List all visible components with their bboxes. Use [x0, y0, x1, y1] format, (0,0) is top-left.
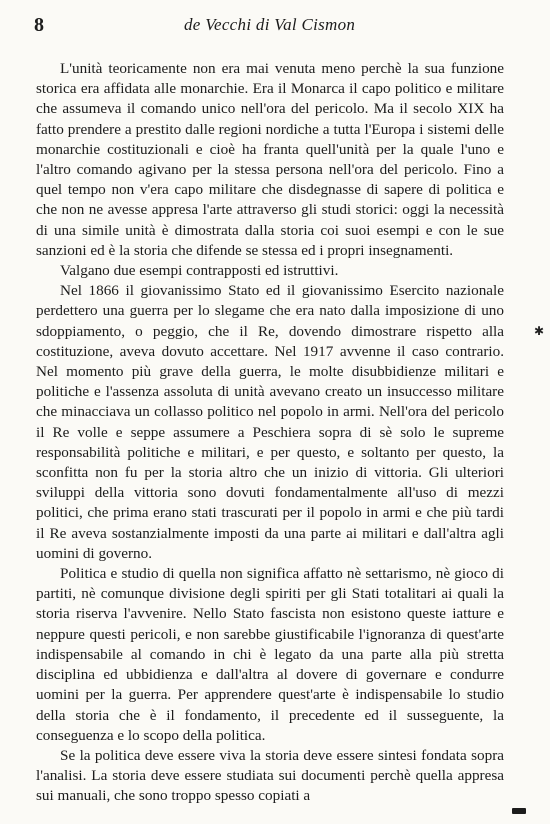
paragraph-due-esempi: Valgano due esempi contrapposti ed istruttivi. [60, 262, 339, 280]
running-title: de Vecchi di Val Cismon [184, 15, 356, 34]
running-header [34, 12, 510, 38]
paragraph-unita-monarchie: L'unità teoricamente non era mai venuta meno perchè la sua funzione storica era affidata alle monarchie. Era il Monarca il capo politico e militare che assumeva il comando unico nell'ora del pericolo. Ma il secolo XIX ha fatto prendere a prestito dalle regioni nordiche a tutta l'Europa i sistemi delle monarchie costituzionali e cioè ha franta quell'unità per la quale l'uno e l'altro comando agivano per la stessa persona nell'ora del pericolo. Fino a quel tempo non v'era capo militare che disdegnasse di sapere di politica e che non ne avesse appresa l'arte attraverso gli studi storici: oggi la necessità di una simile unità è dimostrata dalla storia coi suoi esempi e con le sue sanzioni ed è la storia che difende se stessa ed i propri insegnamenti. [36, 60, 504, 259]
body-text [36, 59, 504, 807]
paragraph-storia-sintesi: Se la politica deve essere viva la storia deve essere sintesi fondata sopra l'analisi. La storia deve essere studiata sui documenti perchè quella appresa sui manuali, che sono troppo spesso copiati a [36, 746, 504, 805]
margin-asterisk-mark: ✱ [534, 324, 545, 338]
paragraph-1866-1917: Nel 1866 il giovanissimo Stato ed il giovanissimo Esercito nazionale perdettero una guerra per lo slegame che era nato dalla imposizione di uno sdoppiamento, o peggio, che il Re, dovendo dimostrare rispetto alla costituzione, aveva dovuto accettare. Nel 1917 avvenne il caso contrario. Nel momento più grave della guerra, le molte disubbidienze militari e politiche e l'assenza assoluta di unità avevano creato un insuccesso militare che minacciava un collasso politico nel popolo in armi. Nell'ora del pericolo il Re volle e seppe assumere a Peschiera sopra di sè solo le supreme responsabilità politiche e militari, e per questo, e soltanto per questo, la sconfitta non fu per la storia altro che un inizio di vittoria. Gli ulteriori sviluppi della vittoria sono dovuti fondamentalmente all'uso di mezzi politici, che prima erano stati trascurati per il popolo in armi e che più tardi il Re aveva sostanzialmente imposti da una parte ai militari e dall'altra agli uomini di governo. [36, 282, 504, 562]
scan-artifact [512, 808, 526, 814]
page-number: 8 [34, 14, 44, 36]
paragraph-politica-studio: Politica e studio di quella non significa affatto nè settarismo, nè gioco di partiti, nè comunque divisione degli spiriti per gli Stati totalitari ai quali la storia riserva l'avvenire. Nello Stato fascista non esistono queste iatture e neppure questi pericoli, e non sarebbe giustificabile l'ignoranza di quest'arte indispensabile al comando in chi è legato da una parte alla più stretta disciplina ed ubbidienza e dall'altra al dovere di governare e condurre uomini per la guerra. Per apprendere quest'arte è indispensabile lo studio della storia che è il fondamento, il precedente ed il susseguente, la conseguenza e lo scopo della politica. [36, 565, 504, 744]
